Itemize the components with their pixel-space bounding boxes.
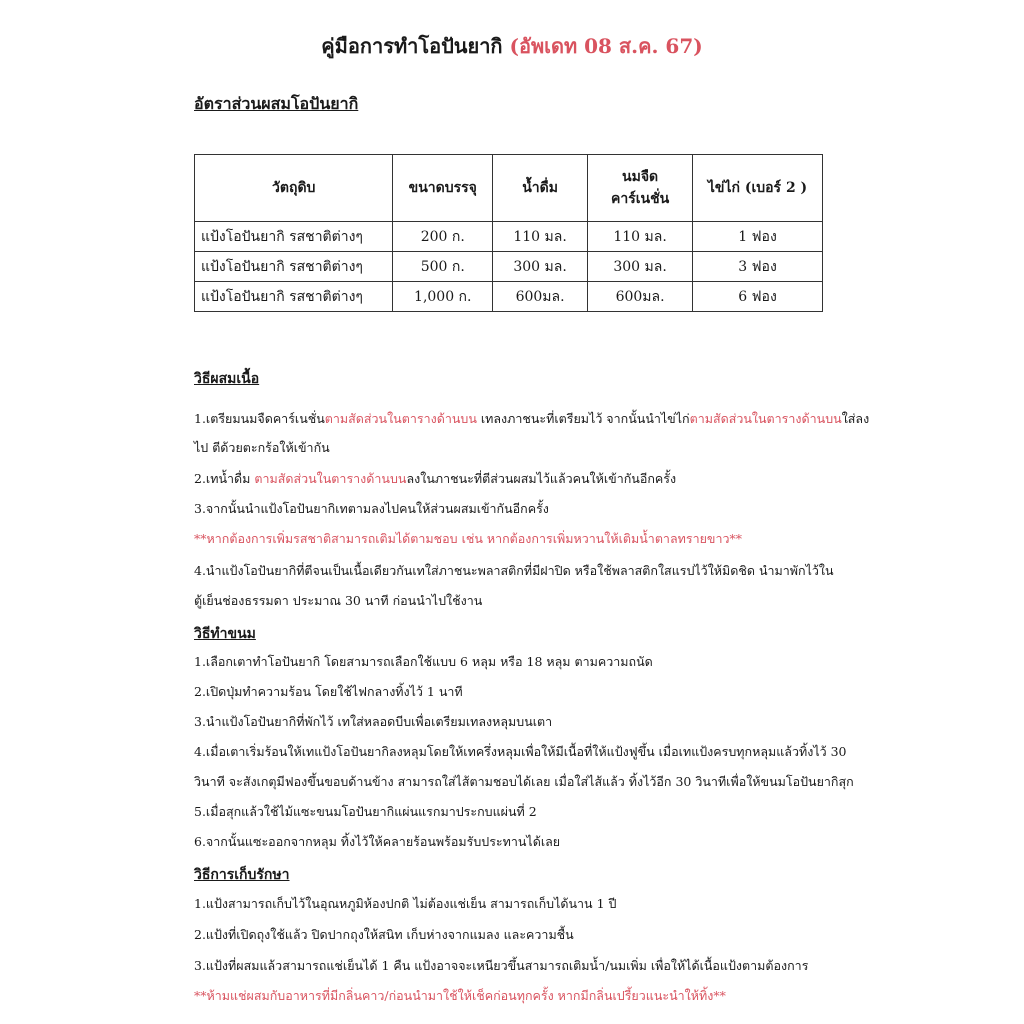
cell-egg: 3 ฟอง — [693, 252, 823, 282]
cell-package-size: 200 ก. — [393, 222, 493, 252]
baking-step-6: 6.จากนั้นแซะออกจากหลุม ทิ้งไว้ให้คลายร้อนพร้อมรับประทานได้เลย — [194, 834, 561, 849]
storage-step-2: 2.แป้งที่เปิดถุงใช้แล้ว ปิดปากถุงให้สนิท เก็บห่างจากแมลง และความชื้น — [194, 927, 574, 942]
header-package-size: ขนาดบรรจุ — [393, 155, 493, 222]
cell-milk: 600มล. — [588, 282, 693, 312]
mixing-step-2-text: ลงในภาชนะที่ตีส่วนผสมไว้แล้วคนให้เข้ากันอีกครั้ง — [406, 471, 677, 486]
page-title — [0, 30, 1024, 62]
storage-heading: วิธีการเก็บรักษา — [194, 867, 290, 883]
baking-step-4: 4.เมื่อเตาเริ่มร้อนให้เทแป้งโอปันยากิลงหลุมโดยให้เทครึ่งหลุมเพื่อให้มีเนื้อที่ให้แป้งฟูขึ้น เมื่อเทแป้งครบทุกหลุมแล้วทิ้งไว้ 30 — [194, 744, 847, 759]
mixing-step-4-cont: ตู้เย็นช่องธรรมดา ประมาณ 30 นาที ก่อนนำไปใช้งาน — [194, 593, 483, 608]
cell-egg: 1 ฟอง — [693, 222, 823, 252]
mixing-step-3: 3.จากนั้นนำแป้งโอปันยากิเทตามลงไปคนให้ส่วนผสมเข้ากันอีกครั้ง — [194, 501, 549, 516]
mixing-step-2-ratio-ref: ตามสัดส่วนในตารางด้านบน — [254, 471, 407, 486]
cell-water: 600มล. — [493, 282, 588, 312]
cell-water: 300 มล. — [493, 252, 588, 282]
cell-egg: 6 ฟอง — [693, 282, 823, 312]
mixing-step-1-text: 1.เตรียมนมจืดคาร์เนชั่น — [194, 411, 325, 426]
cell-package-size: 1,000 ก. — [393, 282, 493, 312]
mixing-step-1 — [194, 411, 869, 427]
cell-ingredient: แป้งโอปันยากิ รสชาติต่างๆ — [195, 282, 393, 312]
table-row — [195, 282, 823, 312]
header-milk: นมจืด คาร์เนชั่น — [588, 155, 693, 222]
storage-step-3: 3.แป้งที่ผสมแล้วสามารถแช่เย็นได้ 1 คืน แป้งอาจจะเหนียวขึ้นสามารถเติมน้ำ/นมเพิ่ม เพื่อให้ได้เนื้อแป้งตามต้องการ — [194, 958, 809, 973]
storage-note: **ห้ามแช่ผสมกับอาหารที่มีกลิ่นคาว/ก่อนนำมาใช้ให้เช็คก่อนทุกครั้ง หากมีกลิ่นเปรี้ยวแนะนำให้ทิ้ง** — [194, 988, 726, 1003]
baking-step-2: 2.เปิดปุ่มทำความร้อน โดยใช้ไฟกลางทิ้งไว้ 1 นาที — [194, 684, 463, 699]
title-update-date: (อัพเดท 08 ส.ค. 67) — [509, 34, 703, 58]
ratio-heading: อัตราส่วนผสมโอปันยากิ — [194, 94, 359, 113]
storage-step-1: 1.แป้งสามารถเก็บไว้ในอุณหภูมิห้องปกติ ไม่ต้องแช่เย็น สามารถเก็บได้นาน 1 ปี — [194, 896, 617, 911]
mixing-step-2 — [194, 471, 676, 487]
table-row — [195, 252, 823, 282]
table-header-row — [195, 155, 823, 222]
cell-ingredient: แป้งโอปันยากิ รสชาติต่างๆ — [195, 222, 393, 252]
header-ingredient: วัตถุดิบ — [195, 155, 393, 222]
ratio-table — [194, 154, 823, 312]
cell-milk: 110 มล. — [588, 222, 693, 252]
mixing-step-1-text: ใส่ลง — [841, 411, 870, 426]
mixing-step-1-text: เทลงภาชนะที่เตรียมไว้ จากนั้นนำไข่ไก่ — [476, 411, 690, 426]
mixing-step-4: 4.นำแป้งโอปันยากิที่ตีจนเป็นเนื้อเดียวกันเทใส่ภาชนะพลาสติกที่มีฝาปิด หรือใช้พลาสติกใสแรปไว้ให้มิดชิด นำมาพักไว้ใน — [194, 563, 834, 578]
mixing-step-1-ratio-ref: ตามสัดส่วนในตารางด้านบน — [689, 411, 842, 426]
mixing-step-1-cont: ไป ตีด้วยตะกร้อให้เข้ากัน — [194, 440, 330, 455]
baking-heading: วิธีทำขนม — [194, 626, 256, 642]
baking-step-4-cont: วินาที จะสังเกตุมีฟองขึ้นขอบด้านข้าง สามารถใส่ไส้ตามชอบได้เลย เมื่อใส่ไส้แล้ว ทิ้งไว้อีก 30 วินาทีเพื่อให้ขนมโอปันยากิสุก — [194, 774, 854, 789]
baking-step-1: 1.เลือกเตาทำโอปันยากิ โดยสามารถเลือกใช้แบบ 6 หลุม หรือ 18 หลุม ตามความถนัด — [194, 654, 653, 669]
header-water: น้ำดื่ม — [493, 155, 588, 222]
title-main: คู่มือการทำโอปันยากิ — [321, 34, 503, 58]
mixing-step-1-ratio-ref: ตามสัดส่วนในตารางด้านบน — [324, 411, 477, 426]
table-row — [195, 222, 823, 252]
mixing-note: **หากต้องการเพิ่มรสชาติสามารถเติมได้ตามชอบ เช่น หากต้องการเพิ่มหวานให้เติมน้ำตาลทรายขาว** — [194, 531, 742, 546]
mixing-step-2-text: 2.เทน้ำดื่ม — [194, 471, 255, 486]
cell-ingredient: แป้งโอปันยากิ รสชาติต่างๆ — [195, 252, 393, 282]
cell-water: 110 มล. — [493, 222, 588, 252]
cell-package-size: 500 ก. — [393, 252, 493, 282]
header-egg: ไข่ไก่ (เบอร์ 2 ) — [693, 155, 823, 222]
baking-step-5: 5.เมื่อสุกแล้วใช้ไม้แซะขนมโอปันยากิแผ่นแรกมาประกบแผ่นที่ 2 — [194, 804, 537, 819]
mixing-heading: วิธีผสมเนื้อ — [194, 371, 260, 387]
baking-step-3: 3.นำแป้งโอปันยากิที่พักไว้ เทใส่หลอดบีบเพื่อเตรียมเทลงหลุมบนเตา — [194, 714, 553, 729]
cell-milk: 300 มล. — [588, 252, 693, 282]
